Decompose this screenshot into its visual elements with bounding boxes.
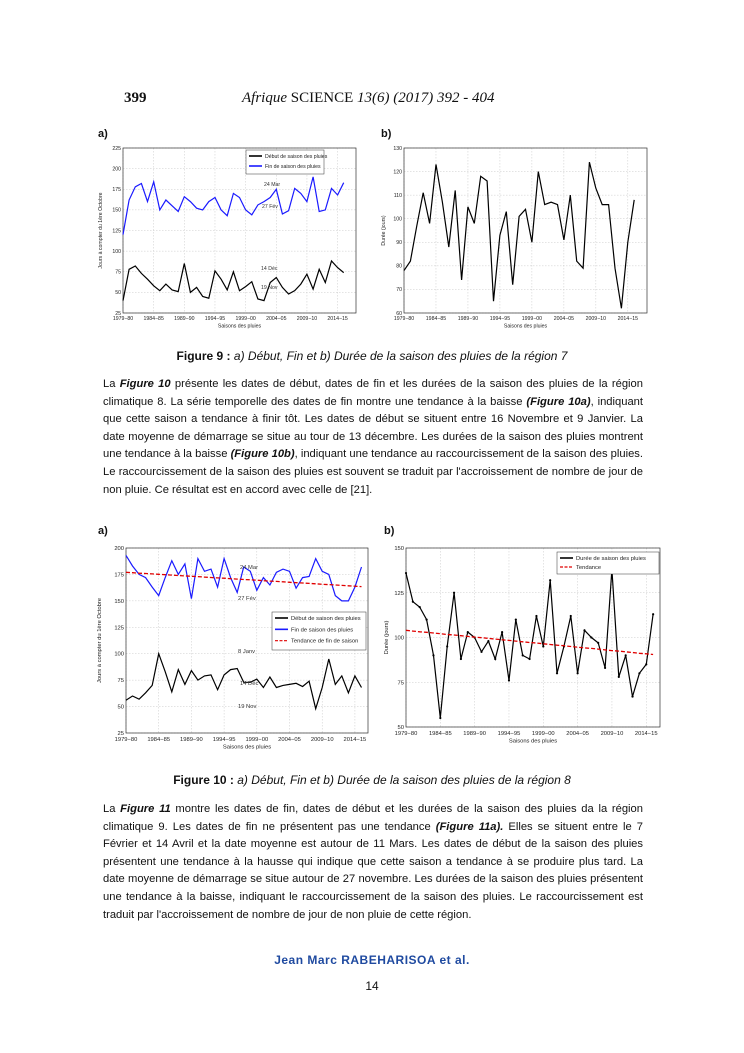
y-tick-label: 125 [112, 228, 121, 235]
data-point [419, 606, 421, 608]
data-point [439, 717, 441, 719]
data-point [494, 658, 496, 660]
x-axis-label: Saisons des pluies [508, 738, 558, 745]
annotation-label: 27 Fév [238, 596, 256, 602]
fig9-panel-a-label: a) [98, 128, 108, 140]
x-tick-label: 2009−10 [310, 736, 334, 743]
y-tick-label: 110 [393, 192, 402, 199]
fig10a-chart [94, 538, 372, 760]
data-point [625, 654, 627, 656]
x-tick-label: 1979−80 [112, 316, 134, 323]
x-tick-label: 1989−90 [457, 316, 479, 323]
x-tick-label: 1999−00 [235, 316, 256, 323]
legend-label: Durée de saison des pluies [576, 556, 646, 563]
x-tick-label: 1994−95 [204, 316, 226, 323]
x-tick-label: 1984−85 [143, 316, 164, 323]
x-tick-label: 2014−15 [343, 736, 367, 743]
y-tick-label: 125 [114, 625, 124, 632]
annotation-label: 14 Déc [240, 681, 259, 687]
plot-frame [404, 148, 647, 313]
y-tick-label: 200 [114, 546, 124, 553]
x-tick-label: 1999−00 [245, 736, 269, 743]
y-axis-label: Jours à compter du 1ère Octobre [98, 192, 105, 269]
x-tick-label: 1984−85 [428, 730, 452, 737]
x-tick-label: 2014−15 [634, 730, 658, 737]
y-tick-label: 100 [112, 248, 121, 255]
x-tick-label: 1989−90 [174, 316, 195, 323]
annotation-label: 27 Fév [262, 204, 278, 210]
data-point [590, 636, 592, 638]
author-line: Jean Marc RABEHARISOA et al. [274, 953, 470, 967]
series-line [126, 555, 362, 601]
x-tick-label: 1979−80 [114, 736, 138, 743]
y-axis-label: Durée (jours) [381, 215, 388, 246]
y-tick-label: 50 [397, 725, 404, 732]
y-tick-label: 175 [114, 572, 124, 579]
x-tick-label: 2014−15 [617, 316, 638, 323]
y-tick-label: 25 [117, 731, 124, 738]
legend-label: Début de saison des pluies [265, 153, 328, 160]
legend-label: Fin de saison des pluies [291, 627, 354, 634]
data-point [522, 654, 524, 656]
y-axis-label: Durée (jours) [383, 620, 390, 655]
y-tick-label: 120 [393, 169, 402, 176]
fig9a-chart [96, 140, 361, 336]
series-line [123, 177, 344, 235]
data-point [597, 642, 599, 644]
y-tick-label: 90 [396, 240, 402, 247]
data-point [577, 672, 579, 674]
data-point [425, 619, 427, 621]
y-tick-label: 200 [112, 166, 121, 173]
y-tick-label: 100 [393, 216, 402, 223]
y-tick-label: 80 [396, 263, 402, 270]
x-tick-label: 1989−90 [180, 736, 203, 743]
data-point [645, 663, 647, 665]
page-header [0, 90, 744, 114]
data-point [542, 645, 544, 647]
y-tick-label: 125 [394, 590, 404, 597]
fig9-panel-b-label: b) [381, 128, 392, 140]
data-point [453, 592, 455, 594]
x-tick-label: 2009−10 [296, 316, 318, 323]
series-line [123, 261, 344, 301]
data-point [570, 615, 572, 617]
y-tick-label: 50 [117, 704, 124, 711]
data-point [508, 679, 510, 681]
data-point [583, 629, 585, 631]
x-tick-label: 1979−80 [394, 730, 418, 737]
data-point [501, 631, 503, 633]
y-tick-label: 75 [115, 269, 121, 276]
y-tick-label: 50 [115, 290, 121, 297]
y-tick-label: 175 [112, 187, 121, 194]
data-point [480, 651, 482, 653]
series-line [404, 162, 634, 308]
y-tick-label: 130 [393, 145, 402, 152]
x-axis-label: Saisons des pluies [503, 323, 548, 330]
data-point [412, 601, 414, 603]
x-tick-label: 1984−85 [425, 316, 447, 323]
paragraph-fig10: La Figure 10 présente les dates de début, dates de fin et les durées de la saison des pluies de la région climatique 8. La série temporelle des dates de fin montre une tendance à la baisse (Figure 10a), indiquant que cette saison a tendance à finir tôt. Les dates de début se situent entre 16 Novembre et 9 Janvier. La date moyenne de démarrage se situe au tour de 13 décembre. Les durées de la saison des pluies montrent une tendance à la baisse (Figure 10b), indiquant une tendance au raccourcissement de la saison des pluies. Le raccourcissement de la saison des pluies est souvent se traduit par l'accroissement de nombre de jour de non pluie. Ce résultat est en accord avec celle de [21]. [103, 378, 644, 496]
x-tick-label: 2009−10 [600, 730, 624, 737]
annotation-label: 24 Mar [240, 565, 259, 571]
fig9b-chart [379, 140, 651, 336]
data-point [528, 658, 530, 660]
y-tick-label: 225 [112, 145, 121, 152]
annotation-label: 19 Nov [238, 704, 257, 710]
legend-label: Tendance de fin de saison [291, 638, 359, 645]
page-number: 399 [124, 90, 147, 106]
x-tick-label: 2004−05 [266, 316, 287, 323]
data-point [460, 658, 462, 660]
data-point [631, 695, 633, 697]
y-tick-label: 100 [114, 651, 124, 658]
fig10-caption: Figure 10 : a) Début, Fin et b) Durée de la saison des pluies de la région 8 [173, 773, 571, 787]
annotation-label: 24 Mar [264, 182, 281, 188]
x-tick-label: 2004−05 [278, 736, 301, 743]
x-tick-label: 2004−05 [566, 730, 589, 737]
x-tick-label: 2004−05 [553, 316, 575, 323]
x-tick-label: 1989−90 [463, 730, 487, 737]
y-axis-label: Jours à compter du 1ère Octobre [96, 597, 103, 684]
data-point [446, 645, 448, 647]
fig10-panel-b-label: b) [384, 525, 395, 537]
y-tick-label: 75 [397, 680, 404, 687]
annotation-label: 19 Nov [261, 285, 278, 291]
x-tick-label: 1979−80 [393, 316, 415, 323]
y-tick-label: 100 [394, 635, 404, 642]
legend-label: Début de saison des pluies [291, 616, 361, 623]
x-axis-label: Saisons des pluies [217, 323, 262, 330]
data-point [604, 667, 606, 669]
legend-label: Tendance [576, 565, 602, 572]
x-axis-label: Saisons des pluies [222, 744, 272, 751]
data-point [487, 640, 489, 642]
x-tick-label: 1994−95 [497, 730, 521, 737]
data-point [515, 619, 517, 621]
y-tick-label: 75 [117, 678, 124, 685]
journal-title: Afrique SCIENCE 13(6) (2017) 392 - 404 [242, 90, 495, 106]
paragraph-fig11: La Figure 11 montre les dates de fin, dates de début et les durées de la saison des pluies da la région climatique 9. Les dates de fin ne présentent pas une tendance (Figure 11a). Elles se situent entre le 7 Février et 14 Avril et la date moyenne est autour de 11 Mars. Les dates de début de la saison des pluies présentent une tendance à la hausse qui indique que cette saison a tendance à se produire plus tard. La date moyenne de démarrage se situe autour de 27 novembre. Les durées de la saison des pluies présentent une tendance à la baisse, indiquant le raccourcissement de la saison des pluies. Le raccourcissement est traduit par l'accroissement de nombre de jour de non pluie de cette région. [103, 803, 643, 921]
data-point [549, 579, 551, 581]
y-tick-label: 60 [396, 310, 402, 317]
y-tick-label: 150 [394, 546, 404, 553]
y-tick-label: 25 [115, 310, 121, 317]
data-point [652, 613, 654, 615]
x-tick-label: 1994−95 [489, 316, 511, 323]
x-tick-label: 2014−15 [327, 316, 348, 323]
series-line [406, 570, 653, 719]
fig10-panel-a-label: a) [98, 525, 108, 537]
footer-page-number: 14 [365, 979, 379, 993]
fig10b-chart [381, 538, 665, 760]
x-tick-label: 2009−10 [585, 316, 607, 323]
data-point [467, 631, 469, 633]
x-tick-label: 1999−00 [531, 730, 555, 737]
annotation-label: 8 Janv [238, 649, 256, 655]
annotation-label: 14 Déc [261, 266, 278, 272]
data-point [432, 654, 434, 656]
x-tick-label: 1999−00 [521, 316, 543, 323]
data-point [405, 572, 407, 574]
data-point [638, 672, 640, 674]
y-tick-label: 70 [396, 287, 402, 294]
fig9-caption: Figure 9 : a) Début, Fin et b) Durée de la saison des pluies de la région 7 [176, 349, 568, 363]
y-tick-label: 150 [114, 598, 124, 605]
legend-label: Fin de saison des pluies [265, 163, 321, 170]
y-tick-label: 150 [112, 207, 121, 214]
x-tick-label: 1984−85 [147, 736, 171, 743]
data-point [535, 615, 537, 617]
data-point [556, 672, 558, 674]
data-point [618, 676, 620, 678]
x-tick-label: 1994−95 [212, 736, 236, 743]
